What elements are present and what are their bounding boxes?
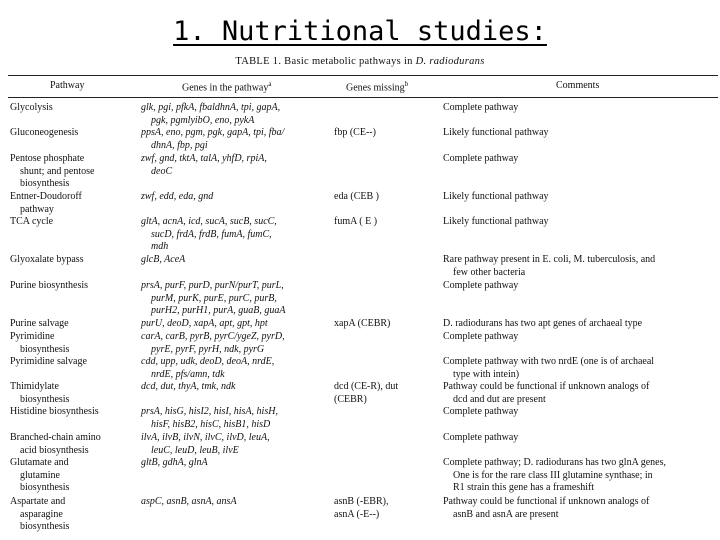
cell-line: purM, purK, purE, purC, purB, (151, 292, 277, 304)
cell-line: gltB, gdhA, glnA (141, 457, 208, 468)
cell-line: Complete pathway (443, 331, 519, 342)
cell-line: Entner-Doudoroff (10, 191, 82, 202)
cell-line: Pyrimidine salvage (10, 356, 87, 367)
cell-line: Purine biosynthesis (10, 280, 89, 291)
cell-line: biosynthesis (20, 178, 70, 190)
header-genes: Genes in the pathway$^a$ (182, 80, 272, 94)
cell-pathway (10, 153, 138, 191)
cell-line: nrdE, pfs/amn, tdk (151, 368, 225, 380)
cell-line: ilvA, ilvB, ilvN, ilvC, ilvD, leuA, (141, 432, 270, 443)
cell-line: dcd, dut, thyA, tmk, ndk (141, 381, 236, 392)
cell-genes (141, 216, 333, 254)
cell-line: type with intein) (453, 368, 520, 380)
cell-line: Rare pathway present in E. coli, M. tuberculosis, and (443, 254, 656, 265)
cell-genes (141, 254, 333, 267)
cell-line: carA, carB, pyrB, pyrC/ygeZ, pyrD, (141, 331, 285, 342)
cell-pathway (10, 432, 138, 457)
cell-genes (141, 331, 333, 356)
cell-line: (CEBR) (334, 393, 367, 405)
header-rule (8, 97, 718, 98)
cell-line: zwf, edd, eda, gnd (141, 191, 214, 202)
cell-pathway (10, 127, 138, 140)
cell-pathway (10, 318, 138, 331)
cell-line: biosynthesis (20, 521, 70, 533)
cell-line: prsA, purF, purD, purN/purT, purL, (141, 280, 284, 291)
header-pathway: Pathway (50, 80, 85, 91)
cell-line: prsA, hisG, hisI2, hisI, hisA, hisH, (141, 406, 278, 417)
cell-line: deoC (151, 165, 173, 177)
cell-line: Complete pathway; D. radiodurans has two glnA genes, (443, 457, 667, 468)
cell-line: Complete pathway (443, 280, 519, 291)
cell-line: hisF, hisB2, hisC, hisB1, hisD (151, 418, 271, 430)
cell-line: Branched-chain amino (10, 432, 101, 443)
cell-line: eda (CEB ) (334, 191, 379, 202)
cell-line: D. radiodurans has two apt genes of archaeal type (443, 318, 643, 329)
cell-comments (443, 127, 718, 140)
cell-genes (141, 406, 333, 431)
cell-line: Pentose phosphate (10, 153, 85, 164)
cell-line: Purine salvage (10, 318, 69, 329)
cell-line: Likely functional pathway (443, 127, 549, 138)
cell-line: One is for the rare class III glutamine synthase; in (453, 469, 653, 481)
cell-line: dhnA, fbp, pgi (151, 139, 208, 151)
cell-line: pyrE, pyrF, pyrH, ndk, pyrG (151, 343, 265, 355)
cell-comments (443, 331, 718, 344)
cell-genes (141, 356, 333, 381)
cell-line: dcd (CE-R), dut (334, 381, 399, 392)
cell-line: biosynthesis (20, 343, 70, 355)
cell-line: Complete pathway (443, 102, 519, 113)
cell-line: asnB and asnA are present (453, 508, 559, 520)
cell-comments (443, 254, 718, 279)
cell-line: shunt; and pentose (20, 165, 95, 177)
cell-pathway (10, 216, 138, 229)
cell-line: gltA, acnA, icd, sucA, sucB, sucC, (141, 216, 277, 227)
cell-comments (443, 457, 718, 495)
cell-line: asparagine (20, 508, 63, 520)
cell-comments (443, 216, 718, 229)
cell-line: biosynthesis (20, 393, 70, 405)
caption-organism: D. radiodurans (415, 56, 485, 67)
cell-comments (443, 191, 718, 204)
cell-line: Pyrimidine (10, 331, 55, 342)
cell-line: xapA (CEBR) (334, 318, 391, 329)
cell-line: biosynthesis (20, 482, 70, 494)
cell-genes (141, 191, 333, 204)
cell-pathway (10, 457, 138, 495)
cell-pathway (10, 406, 138, 419)
cell-missing (334, 191, 438, 204)
cell-line: Thimidylate (10, 381, 59, 392)
cell-line: fumA ( E ) (334, 216, 378, 227)
cell-genes (141, 381, 333, 394)
cell-line: Complete pathway (443, 406, 519, 417)
cell-missing (334, 216, 438, 229)
slide-title: 1. Nutritional studies: (173, 16, 547, 47)
header-comments: Comments (556, 80, 600, 91)
cell-line: Glyoxalate bypass (10, 254, 84, 265)
cell-line: R1 strain this gene has a frameshift (453, 482, 595, 494)
cell-line: Complete pathway (443, 153, 519, 164)
cell-pathway (10, 254, 138, 267)
cell-comments (443, 496, 718, 521)
cell-line: glcB, AceA (141, 254, 186, 265)
cell-comments (443, 381, 718, 406)
cell-line: glutamine (20, 469, 60, 481)
cell-genes (141, 102, 333, 127)
cell-pathway (10, 356, 138, 369)
cell-comments (443, 432, 718, 445)
cell-line: purH2, purH1, purA, guaB, guaA (151, 305, 286, 317)
cell-line: pathway (20, 203, 54, 215)
cell-genes (141, 457, 333, 470)
cell-line: Complete pathway (443, 432, 519, 443)
caption-text: TABLE 1. Basic metabolic pathways in (235, 56, 416, 67)
cell-line: mdh (151, 241, 169, 253)
cell-line: acid biosynthesis (20, 444, 89, 456)
cell-line: Aspartate and (10, 496, 66, 507)
cell-comments (443, 280, 718, 293)
cell-line: Histidine biosynthesis (10, 406, 99, 417)
cell-line: Likely functional pathway (443, 216, 549, 227)
cell-missing (334, 127, 438, 140)
cell-pathway (10, 102, 138, 115)
cell-comments (443, 318, 718, 331)
cell-genes (141, 496, 333, 509)
cell-line: sucD, frdA, frdB, fumA, fumC, (151, 228, 272, 240)
cell-missing (334, 318, 438, 331)
cell-genes (141, 318, 333, 331)
cell-line: Likely functional pathway (443, 191, 549, 202)
cell-line: asnA (-E--) (334, 508, 380, 520)
cell-line: purU, deoD, xapA, apt, gpt, hpt (141, 318, 268, 329)
cell-line: aspC, asnB, asnA, ansA (141, 496, 237, 507)
cell-missing (334, 496, 438, 521)
cell-line: Pathway could be functional if unknown analogs of (443, 381, 650, 392)
cell-comments (443, 406, 718, 419)
cell-pathway (10, 331, 138, 356)
cell-line: pgk, pgmlyibO, eno, pykA (151, 114, 255, 126)
cell-pathway (10, 280, 138, 293)
cell-line: ppsA, eno, pgm, pgk, gapA, tpi, fba/ (141, 127, 285, 138)
cell-line: few other bacteria (453, 266, 526, 278)
cell-line: Complete pathway with two nrdE (one is of archaeal (443, 356, 655, 367)
cell-line: Gluconeogenesis (10, 127, 79, 138)
cell-comments (443, 102, 718, 115)
cell-line: Glutamate and (10, 457, 69, 468)
cell-line: Glycolysis (10, 102, 53, 113)
top-rule (8, 75, 718, 76)
cell-line: TCA cycle (10, 216, 54, 227)
cell-line: Pathway could be functional if unknown analogs of (443, 496, 650, 507)
cell-line: dcd and dut are present (453, 393, 546, 405)
cell-line: glk, pgi, pfkA, fbaldhnA, tpi, gapA, (141, 102, 281, 113)
cell-genes (141, 432, 333, 457)
cell-genes (141, 153, 333, 178)
header-missing: Genes missing$^b$ (346, 80, 409, 94)
cell-line: zwf, gnd, tktA, talA, yhfD, rpiA, (141, 153, 267, 164)
cell-genes (141, 127, 333, 152)
cell-line: cdd, upp, udk, deoD, deoA, nrdE, (141, 356, 275, 367)
cell-genes (141, 280, 333, 318)
cell-comments (443, 153, 718, 166)
cell-pathway (10, 381, 138, 406)
cell-pathway (10, 191, 138, 216)
cell-missing (334, 381, 438, 406)
cell-comments (443, 356, 718, 381)
cell-line: fbp (CE--) (334, 127, 376, 138)
table-caption (0, 56, 720, 67)
cell-line: leuC, leuD, leuB, ilvE (151, 444, 239, 456)
cell-pathway (10, 496, 138, 534)
cell-line: asnB (-EBR), (334, 496, 389, 507)
